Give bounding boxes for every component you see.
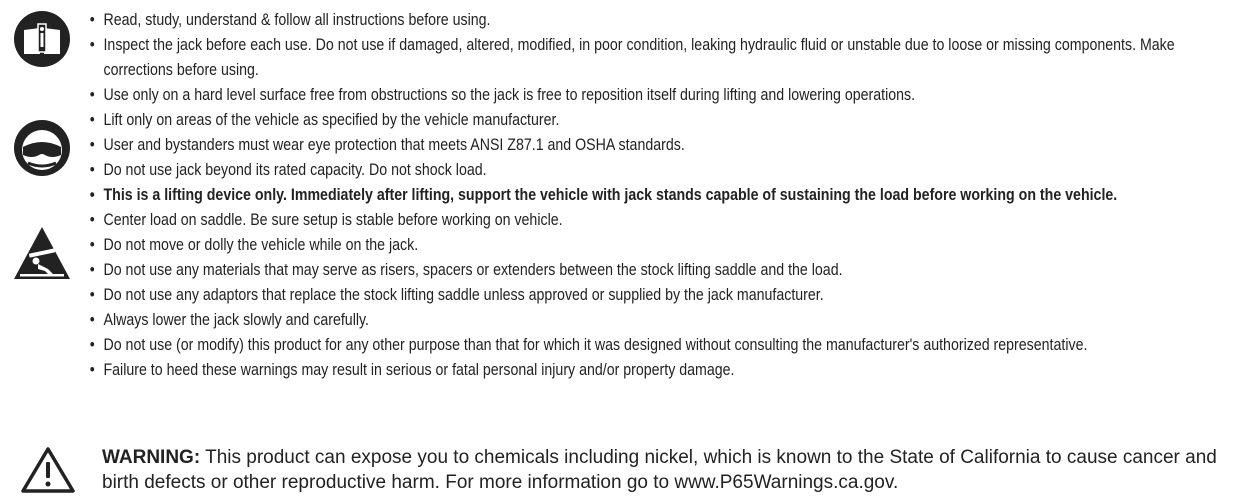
list-item: • Failure to heed these warnings may result in serious or fatal personal injury and/or property damage.	[89, 361, 735, 379]
prop65-warning	[102, 445, 1232, 495]
list-item-emphasis: • This is a lifting device only. Immediately after lifting, support the vehicle with jack stands capable of sustaining the load before working on the vehicle.	[89, 186, 1118, 204]
eye-protection-icon	[12, 117, 72, 179]
warning-text: This product can expose you to chemicals including nickel, which is known to the State of California to cause cancer and birth defects or other reproductive harm. For more information go to www.P65Warnings.ca.gov.	[102, 447, 1217, 493]
read-manual-icon	[12, 8, 72, 70]
list-item: • Lift only on areas of the vehicle as specified by the vehicle manufacturer.	[89, 111, 560, 129]
warning-label: WARNING:	[102, 447, 201, 468]
list-item: • Read, study, understand & follow all instructions before using.	[89, 11, 491, 29]
list-item: • Inspect the jack before each use. Do not use if damaged, altered, modified, in poor condition, leaking hydraulic fluid or unstable due to loose or missing components. Make corrections before using.	[89, 36, 1175, 79]
crush-hazard-icon	[12, 225, 72, 281]
list-item: • User and bystanders must wear eye protection that meets ANSI Z87.1 and OSHA standards.	[89, 136, 685, 154]
list-item: • Do not use any materials that may serve as risers, spacers or extenders between the stock lifting saddle and the load.	[89, 261, 843, 279]
list-item: • Do not use any adaptors that replace the stock lifting saddle unless approved or supplied by the jack manufacturer.	[89, 286, 824, 304]
list-item: • Do not use jack beyond its rated capacity. Do not shock load.	[89, 161, 487, 179]
list-item: • Use only on a hard level surface free from obstructions so the jack is free to reposition itself during lifting and lowering operations.	[89, 86, 916, 104]
list-item: • Always lower the jack slowly and carefully.	[89, 311, 369, 329]
list-item: • Center load on saddle. Be sure setup is stable before working on vehicle.	[89, 211, 563, 229]
list-item: • Do not use (or modify) this product for any other purpose than that for which it was designed without consulting the manufacturer's authorized representative.	[89, 336, 1088, 354]
safety-instructions-list	[88, 8, 1228, 383]
list-item: • Do not move or dolly the vehicle while on the jack.	[89, 236, 419, 254]
warning-triangle-icon	[18, 446, 78, 494]
